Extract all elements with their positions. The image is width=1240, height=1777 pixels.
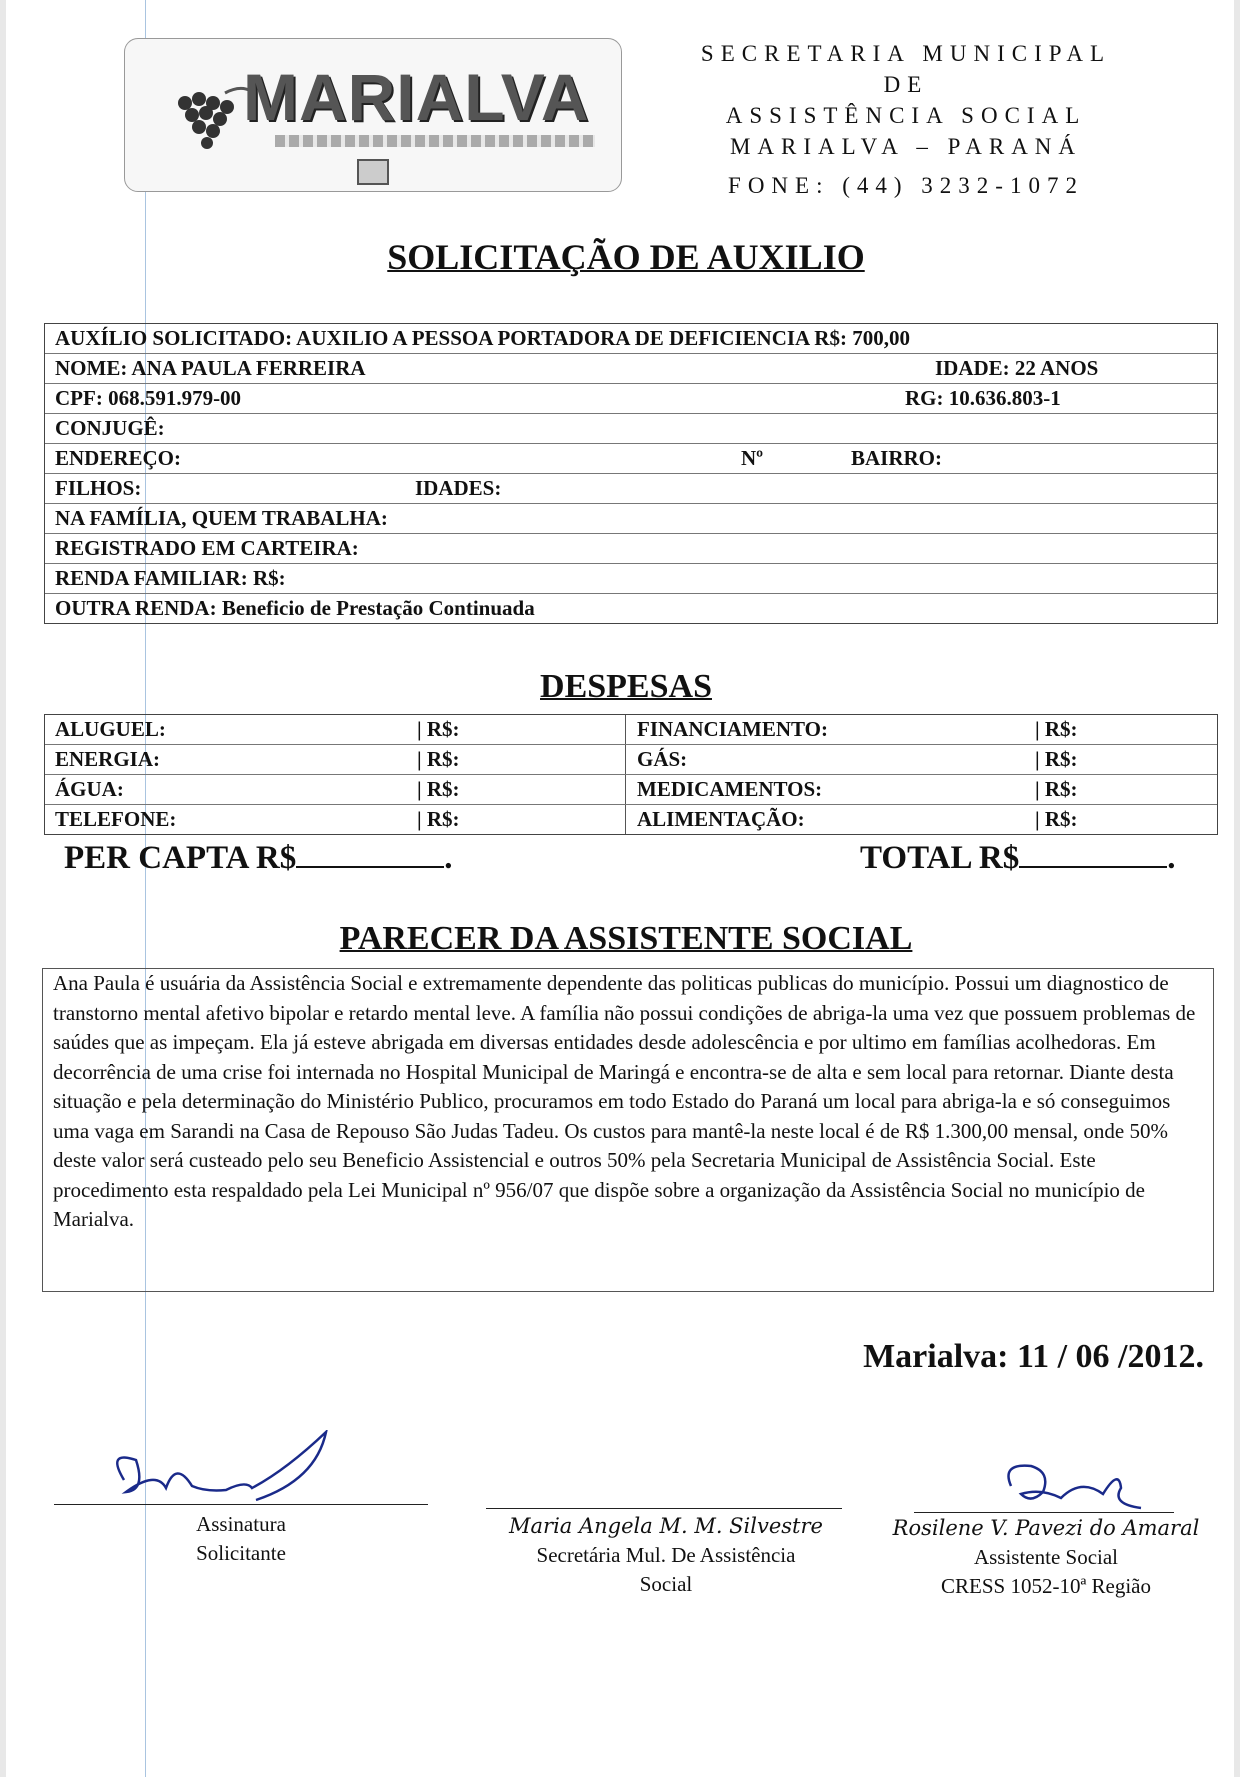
total-dot: . (1167, 840, 1176, 876)
form-row (45, 564, 1217, 594)
applicant-label: Assinatura (196, 1512, 286, 1536)
expense-row (45, 805, 1217, 834)
expense-row (45, 775, 1217, 805)
form-row (45, 474, 1217, 504)
form-row (45, 354, 1217, 384)
trabalha-field: NA FAMÍLIA, QUEM TRABALHA: (55, 506, 388, 530)
expense-label: ENERGIA: (55, 747, 161, 771)
assistant-signature-icon (991, 1458, 1151, 1514)
form-row (45, 534, 1217, 564)
column-divider (625, 745, 626, 774)
secretary-name: Maria Angela M. M. Silvestre (509, 1514, 823, 1538)
expense-currency: | R$: (417, 807, 460, 831)
parecer-text: Ana Paula é usuária da Assistência Social e extremamente dependente das politicas publicas do município. Possui um diagnostico de transtorno mental afetivo bipolar e retardo mental leve. A família não possui condições de abriga-la uma vez que possuem problemas de saúdes que as impeçam. Ela já esteve abrigada em diversas entidades desde adolescência e por ultimo em famílias acolhedoras. Em decorrência de uma crise foi internada no Hospital Municipal de Maringá e encontra-se de alta e sem local para retornar. Diante desta situação e pela determinação do Ministério Publico, procuramos em todo Estado do Paraná um local para abriga-la e só conseguimos uma vaga em Sarandi na Casa de Repouso São Judas Tadeu. Os custos para mantê-la neste local é de R$ 1.300,00 mensal, onde 50% deste valor será custeado pelo seu Beneficio Assistencial e outros 50% pela Secretaria Municipal de Assistência Social. Este procedimento esta respaldado pela Lei Municipal nº 956/07 que dispõe sobre a organização da Assistência Social no município de Marialva. (53, 971, 1196, 1231)
header-block (636, 38, 1176, 201)
applicant-label: Solicitante (196, 1541, 286, 1565)
expense-currency: | R$: (417, 747, 460, 771)
expense-label: TELEFONE: (55, 807, 177, 831)
per-capta-blank (296, 836, 444, 868)
expense-currency: | R$: (1035, 807, 1078, 831)
despesas-title: DESPESAS (540, 668, 712, 705)
conjuge-field: CONJUGÊ: (55, 416, 165, 440)
expense-row (45, 745, 1217, 775)
form-row (45, 384, 1217, 414)
parecer-title: PARECER DA ASSISTENTE SOCIAL (339, 920, 913, 957)
applicant-signature-icon (96, 1430, 356, 1510)
per-capta-label: PER CAPTA R$ (64, 840, 297, 876)
renda-field: RENDA FAMILIAR: R$: (55, 566, 286, 590)
per-capta-dot: . (444, 840, 453, 876)
header-line: ASSISTÊNCIA SOCIAL (725, 103, 1087, 128)
document-date: Marialva: 11 / 06 /2012. (863, 1338, 1204, 1375)
endereco-field: ENDEREÇO: (55, 446, 182, 470)
form-row (45, 594, 1217, 623)
form-row (45, 444, 1217, 474)
form-row (45, 324, 1217, 354)
expense-row (45, 715, 1217, 745)
auxilio-field: AUXÍLIO SOLICITADO: AUXILIO A PESSOA PORTADORA DE DEFICIENCIA R$: 700,00 (55, 326, 910, 350)
outra-renda-label: OUTRA RENDA: (55, 596, 217, 620)
outra-renda-field (55, 594, 535, 623)
expense-label: ÁGUA: (55, 777, 124, 801)
secretary-signature-block (476, 1512, 856, 1599)
logo-wordmark: MARIALVA (243, 60, 590, 134)
header-phone: FONE: (44) 3232-1072 (728, 173, 1084, 198)
signature-line (54, 1504, 428, 1505)
column-divider (625, 805, 626, 834)
cpf-field: CPF: 068.591.979-00 (55, 386, 242, 410)
secretary-title: Secretária Mul. De Assistência (536, 1543, 796, 1567)
per-capta-line (64, 836, 452, 877)
total-blank (1019, 836, 1167, 868)
bairro-field: BAIRRO: (851, 446, 943, 470)
page-title: SOLICITAÇÃO DE AUXILIO (387, 237, 865, 277)
idades-field: IDADES: (415, 476, 502, 500)
expenses-table (44, 714, 1218, 835)
expense-label: FINANCIAMENTO: (637, 717, 828, 741)
header-line: DE (883, 72, 929, 97)
total-label: TOTAL R$ (860, 840, 1020, 876)
column-divider (625, 715, 626, 744)
secretary-title: Social (639, 1572, 693, 1596)
signature-line (486, 1508, 842, 1509)
column-divider (625, 775, 626, 804)
numero-field: Nº (741, 446, 764, 470)
grapes-icon (165, 83, 255, 153)
filhos-field: FILHOS: (55, 476, 142, 500)
signature-line (914, 1512, 1174, 1513)
expense-label: ALIMENTAÇÃO: (637, 807, 805, 831)
form-row (45, 414, 1217, 444)
request-form-table (44, 323, 1218, 624)
expense-currency: | R$: (417, 777, 460, 801)
logo-tagline (275, 135, 595, 147)
assistant-title: Assistente Social (973, 1545, 1119, 1569)
marialva-logo (124, 38, 622, 192)
assistant-name: Rosilene V. Pavezi do Amaral (892, 1516, 1200, 1540)
header-line: SECRETARIA MUNICIPAL (700, 41, 1112, 66)
applicant-signature-block (136, 1510, 346, 1568)
header-line: MARIALVA – PARANÁ (729, 134, 1083, 159)
expense-currency: | R$: (1035, 777, 1078, 801)
total-line (860, 836, 1176, 877)
expense-currency: | R$: (417, 717, 460, 741)
document-page (6, 0, 1234, 1777)
expense-currency: | R$: (1035, 747, 1078, 771)
expense-currency: | R$: (1035, 717, 1078, 741)
emblem-icon (357, 159, 389, 185)
expense-label: MEDICAMENTOS: (637, 777, 823, 801)
idade-field: IDADE: 22 ANOS (935, 356, 1099, 380)
rg-field: RG: 10.636.803-1 (905, 386, 1061, 410)
assistant-signature-block (866, 1514, 1226, 1601)
expense-label: ALUGUEL: (55, 717, 166, 741)
registrado-field: REGISTRADO EM CARTEIRA: (55, 536, 359, 560)
form-row (45, 504, 1217, 534)
parecer-box (42, 968, 1214, 1292)
nome-field: NOME: ANA PAULA FERREIRA (55, 356, 366, 380)
outra-renda-value: Beneficio de Prestação Continuada (221, 596, 535, 620)
expense-label: GÁS: (637, 747, 688, 771)
assistant-registration: CRESS 1052-10ª Região (941, 1574, 1151, 1598)
